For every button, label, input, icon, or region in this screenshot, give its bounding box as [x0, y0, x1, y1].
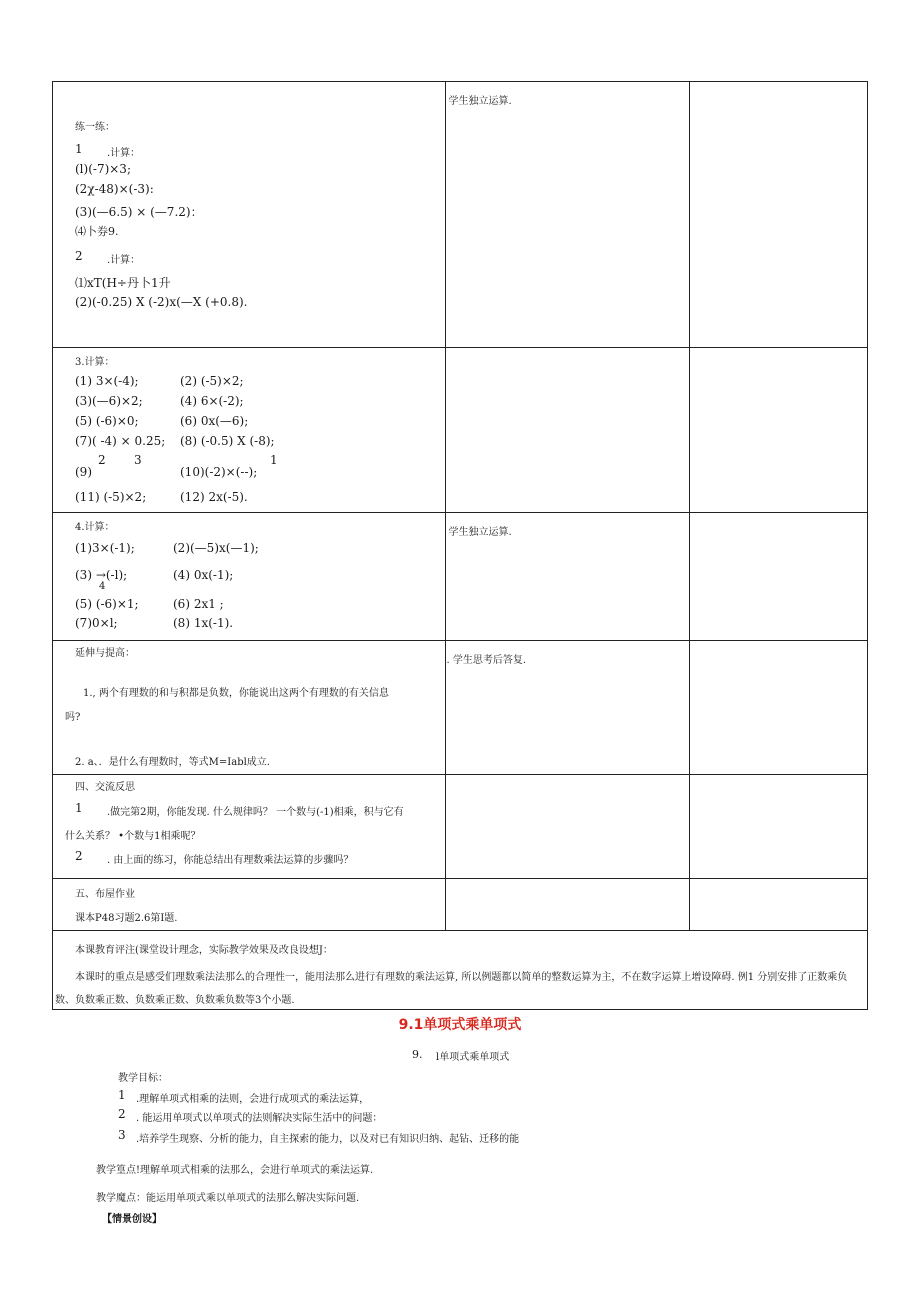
ex3-item-9: (9): [75, 465, 92, 479]
goal-3-text: .培养学生现察、分析的能力，自主探索的能力，以及对已有知识归纳、起钻、迁移的能: [136, 1134, 520, 1145]
cell-empty-6b: [689, 879, 867, 931]
commentary-text-2: 数、负数乘正数、负数乘正数、负数乘负数等3个小题.: [55, 995, 295, 1006]
ex3-heading: 3.计算：: [75, 357, 115, 368]
ex4-item-5: (5) (-6)×1;: [75, 597, 139, 611]
cell-empty-1: [689, 82, 867, 348]
extension-q1-cont: 吗?: [65, 712, 81, 723]
scenario-heading: 【情景创设】: [102, 1214, 162, 1225]
q2-number: 2: [75, 249, 83, 263]
student-note: 学生独立运算.: [448, 527, 512, 538]
ex3-item-2: (2) (-5)×2;: [180, 374, 244, 388]
ex3-item-12: (12) 2x(-5).: [180, 490, 248, 504]
q2-label: .计算：: [107, 255, 141, 266]
q1-item-2: (2χ-48)×(-3):: [75, 182, 154, 196]
ex3-item-1: (1) 3×(-4);: [75, 374, 139, 388]
ex4-frac-den: 4: [99, 581, 106, 592]
extension-q2: 2. a、．是什么有理数时，等式M=Iabl成立.: [75, 757, 270, 768]
ex4-item-1: (1)3×(-1);: [75, 541, 135, 555]
reflection-q1-number: 1: [75, 801, 83, 815]
ex4-item-2: (2)(—5)x(—1);: [173, 541, 259, 555]
cell-extension: [53, 641, 446, 775]
ex4-item-3: (3) →(-l);: [75, 568, 128, 582]
q2-item-2: (2)(-0.25) X (-2)x(—X (+0.8).: [75, 295, 248, 309]
ex3-item-8: (8) (-0.5) X (-8);: [180, 434, 275, 448]
table-row: [53, 513, 868, 641]
cell-empty-5b: [689, 775, 867, 879]
reflection-q2-number: 2: [75, 849, 83, 863]
key-point: 教学篁点!理解单项式相乘的法那么，会进行单项式的乘法运算.: [96, 1165, 374, 1176]
goal-1-number: 1: [118, 1088, 126, 1102]
reflection-q2: . 由上面的练习，你能总结出有理数乘法运算的步骤吗？: [107, 855, 354, 866]
lesson-table-wrapper: [52, 81, 868, 1010]
cell-note-4: [446, 641, 689, 775]
q1-item-3: (3)(—6.5) × (—7.2)：: [75, 205, 203, 219]
ex3-item-10: (10)(-2)×(--);: [180, 465, 258, 479]
cell-empty-3: [689, 513, 867, 641]
table-row: [53, 775, 868, 879]
homework-heading: 五、布屋作业: [75, 889, 135, 900]
q1-item-4: ⑷卜券9.: [75, 225, 119, 238]
q2-item-1: ⑴xT(H÷丹卜1升: [75, 276, 171, 290]
reflection-heading: 四、交流反思: [75, 782, 135, 793]
cell-practice: [53, 82, 446, 348]
ex3-item-3: (3)(—6)×2;: [75, 394, 143, 408]
goal-1-text: .理解单项式相乘的法则，会进行成项式的乘法运算，: [136, 1094, 370, 1105]
commentary-heading: 本课教育评注(课堂设计理念，实际教学效果及改良设想J：: [75, 945, 333, 956]
ex4-item-8: (8) 1x(-1).: [173, 616, 234, 630]
student-note: . 学生思考后答复.: [446, 655, 527, 666]
extension-heading: 延伸与提高：: [75, 648, 135, 659]
goal-2-number: 2: [118, 1107, 126, 1121]
q1-label: .计算：: [107, 148, 141, 159]
reflection-q1: .做完第2期，你能发现. 什么规律吗？ 一个数与(-1)相乘，积与它有: [107, 807, 404, 818]
practice-heading: 练一练：: [75, 122, 115, 133]
cell-exercise-3: [53, 348, 446, 513]
subtitle-number: 9.: [412, 1048, 423, 1061]
section-title: 9.1单项式乘单项式: [398, 1017, 522, 1033]
table-row: [53, 641, 868, 775]
cell-empty-6a: [446, 879, 689, 931]
cell-commentary: [53, 931, 868, 1010]
difficulty: 教学魔点：能运用单项式乘以单项式的法那么解决实际问题.: [96, 1193, 360, 1204]
ex3-item-6: (6) 0x(—6);: [180, 414, 249, 428]
student-note: 学生独立运算.: [448, 96, 512, 107]
goal-2-text: . 能运用单项式以单项式的法则解决实际生活中的问题：: [136, 1113, 383, 1124]
cell-empty-2b: [689, 348, 867, 513]
ex4-heading: 4.计算：: [75, 522, 115, 533]
table-row: [53, 82, 868, 348]
ex4-item-6: (6) 2x1 ;: [173, 597, 224, 611]
q1-number: 1: [75, 142, 83, 156]
table-row: [53, 879, 868, 931]
cell-reflection: [53, 775, 446, 879]
cell-exercise-4: [53, 513, 446, 641]
table-row: [53, 348, 868, 513]
cell-note-1: [446, 82, 689, 348]
ex3-frac-num-b: 3: [134, 453, 142, 467]
cell-note-3: [446, 513, 689, 641]
commentary-text-1: 本课时的重点是感受们理数乘法法那么的合理性一，能用法那么进行有理数的乘法运算, 所以例题都以简单的整数运算为主，不在数字运算上增设障碍. 例1 分别安排了正数乘负: [75, 972, 848, 983]
ex3-item-11: (11) (-5)×2;: [75, 490, 147, 504]
ex3-item-7: (7)( -4) × 0.25;: [75, 434, 166, 448]
reflection-q1-cont: 什么关系？ •个数与1相乘呢？: [65, 831, 201, 842]
ex3-frac-num-c: 1: [270, 453, 278, 467]
homework-text: 课本P48习题2.6第I题.: [75, 913, 178, 924]
ex3-item-4: (4) 6×(-2);: [180, 394, 244, 408]
cell-homework: [53, 879, 446, 931]
q1-item-1: (l)(-7)×3;: [75, 162, 131, 176]
table-row: [53, 931, 868, 1010]
cell-empty-5a: [446, 775, 689, 879]
ex3-frac-num-a: 2: [98, 453, 106, 467]
lesson-table: [52, 81, 868, 1010]
goal-3-number: 3: [118, 1128, 126, 1142]
goals-heading: 教学目标：: [118, 1073, 168, 1084]
subtitle: l单项式乘单项式: [436, 1052, 510, 1063]
cell-empty-4: [689, 641, 867, 775]
ex4-item-4: (4) 0x(-1);: [173, 568, 234, 582]
extension-q1: 1., 两个有理数的和与积都是负数，你能说出这两个有理数的有关信息: [83, 688, 389, 699]
cell-empty-2a: [446, 348, 689, 513]
ex4-item-7: (7)0×l;: [75, 616, 118, 630]
ex3-item-5: (5) (-6)×0;: [75, 414, 139, 428]
